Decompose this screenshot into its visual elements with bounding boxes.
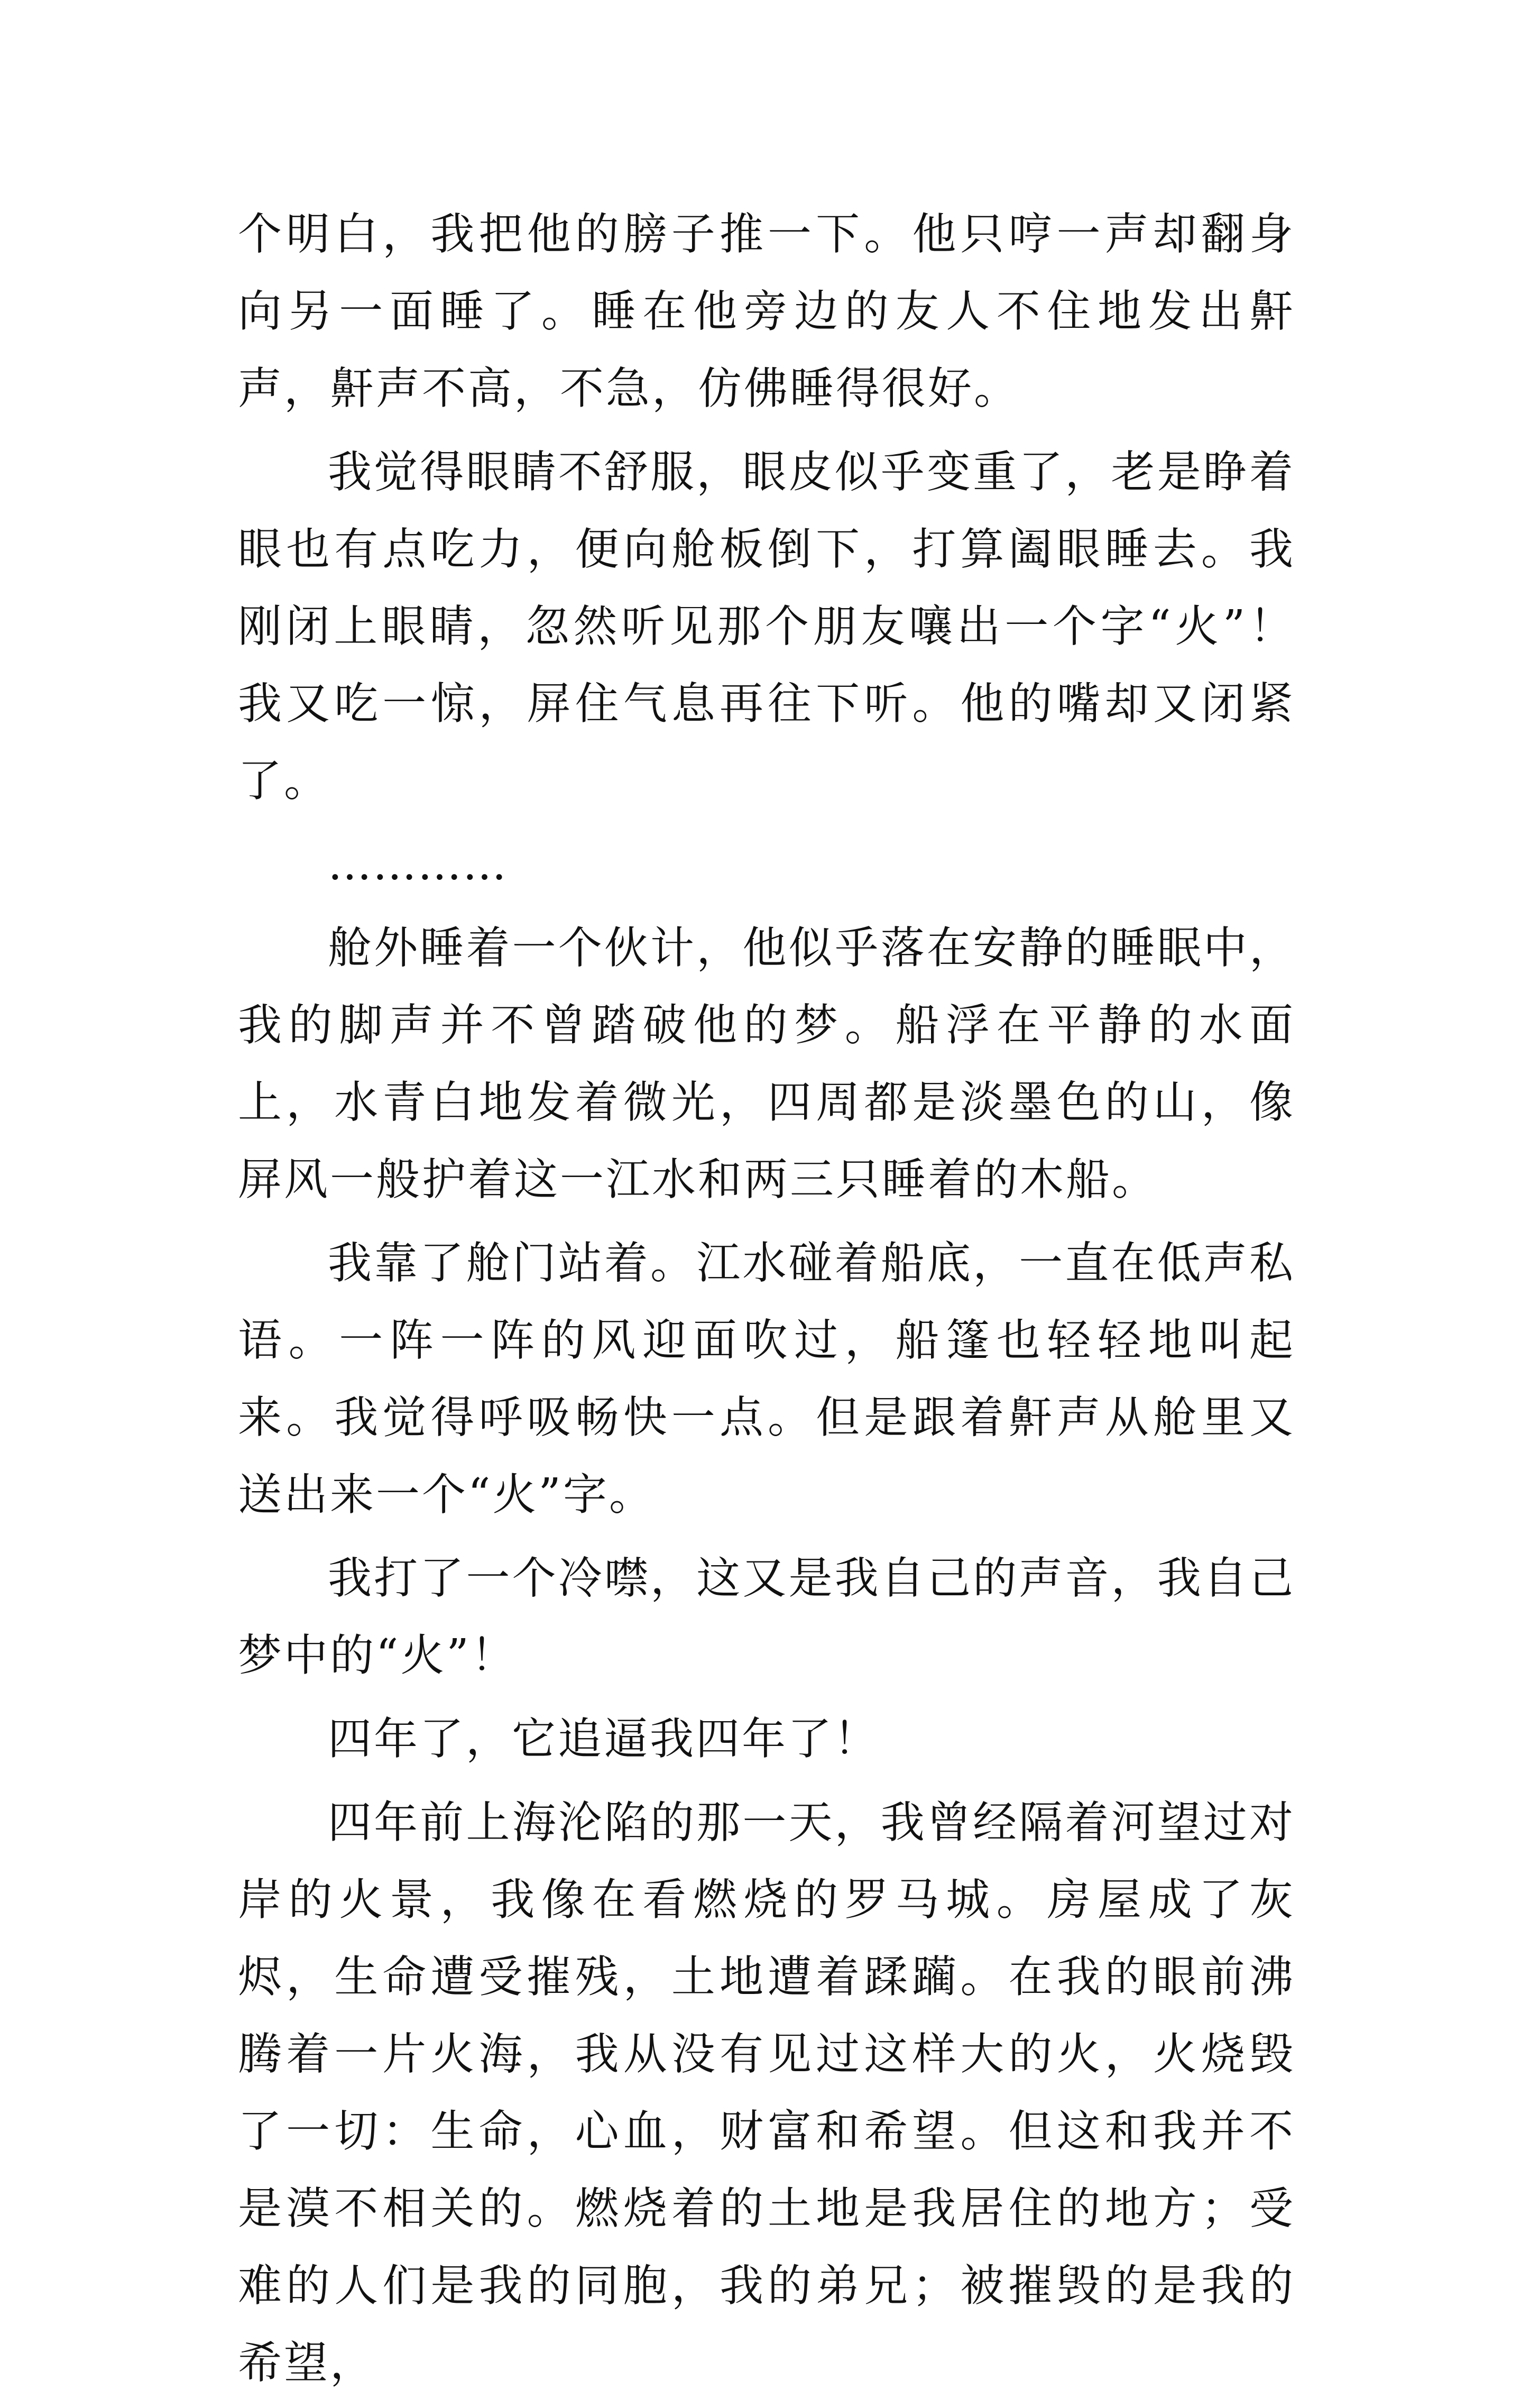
paragraph-shanghai: 四年前上海沦陷的那一天，我曾经隔着河望过对岸的火景，我像在看燃烧的罗马城。房屋成了灰烬，生命遭受摧残，土地遭着蹂躏。在我的眼前沸腾着一片火海，我从没有见过这样大的火，火烧毁了一切：生命，心血，财富和希望。但这和我并不是漠不相关的。燃烧着的土地是我居住的地方；受难的人们是我的同胞，我的弟兄；被摧毁的是我的希望，: [238, 1797, 1295, 2388]
document-page: [238, 196, 1295, 2408]
paragraph-outside-cabin: 舱外睡着一个伙计，他似乎落在安静的睡眠中，我的脚声并不曾踏破他的梦。船浮在平静的水面上，水青白地发着微光，四周都是淡墨色的山，像屏风一般护着这一江水和两三只睡着的木船。: [238, 922, 1295, 1205]
paragraph-four-years: 四年了，它追逼我四年了！: [328, 1713, 880, 1764]
paragraph-eyelids: 我觉得眼睛不舒服，眼皮似乎变重了，老是睁着眼也有点吃力，便向舱板倒下，打算阖眼睡去。我刚闭上眼睛，忽然听见那个朋友嚷出一个字“火”！我又吃一惊，屏住气息再往下听。他的嘴却又闭紧了。: [238, 446, 1295, 806]
section-break-ellipsis: …………: [328, 839, 508, 890]
paragraph-cabin-door: 我靠了舱门站着。江水碰着船底，一直在低声私语。一阵一阵的风迎面吹过，船篷也轻轻地叫起来。我觉得呼吸畅快一点。但是跟着鼾声从舱里又送出来一个“火”字。: [238, 1237, 1295, 1520]
paragraph-continuation: 个明白，我把他的膀子推一下。他只哼一声却翻身向另一面睡了。睡在他旁边的友人不住地发出鼾声，鼾声不高，不急，仿佛睡得很好。: [238, 208, 1295, 414]
paragraph-shiver: 我打了一个冷噤，这又是我自己的声音，我自己梦中的“火”！: [238, 1552, 1295, 1681]
